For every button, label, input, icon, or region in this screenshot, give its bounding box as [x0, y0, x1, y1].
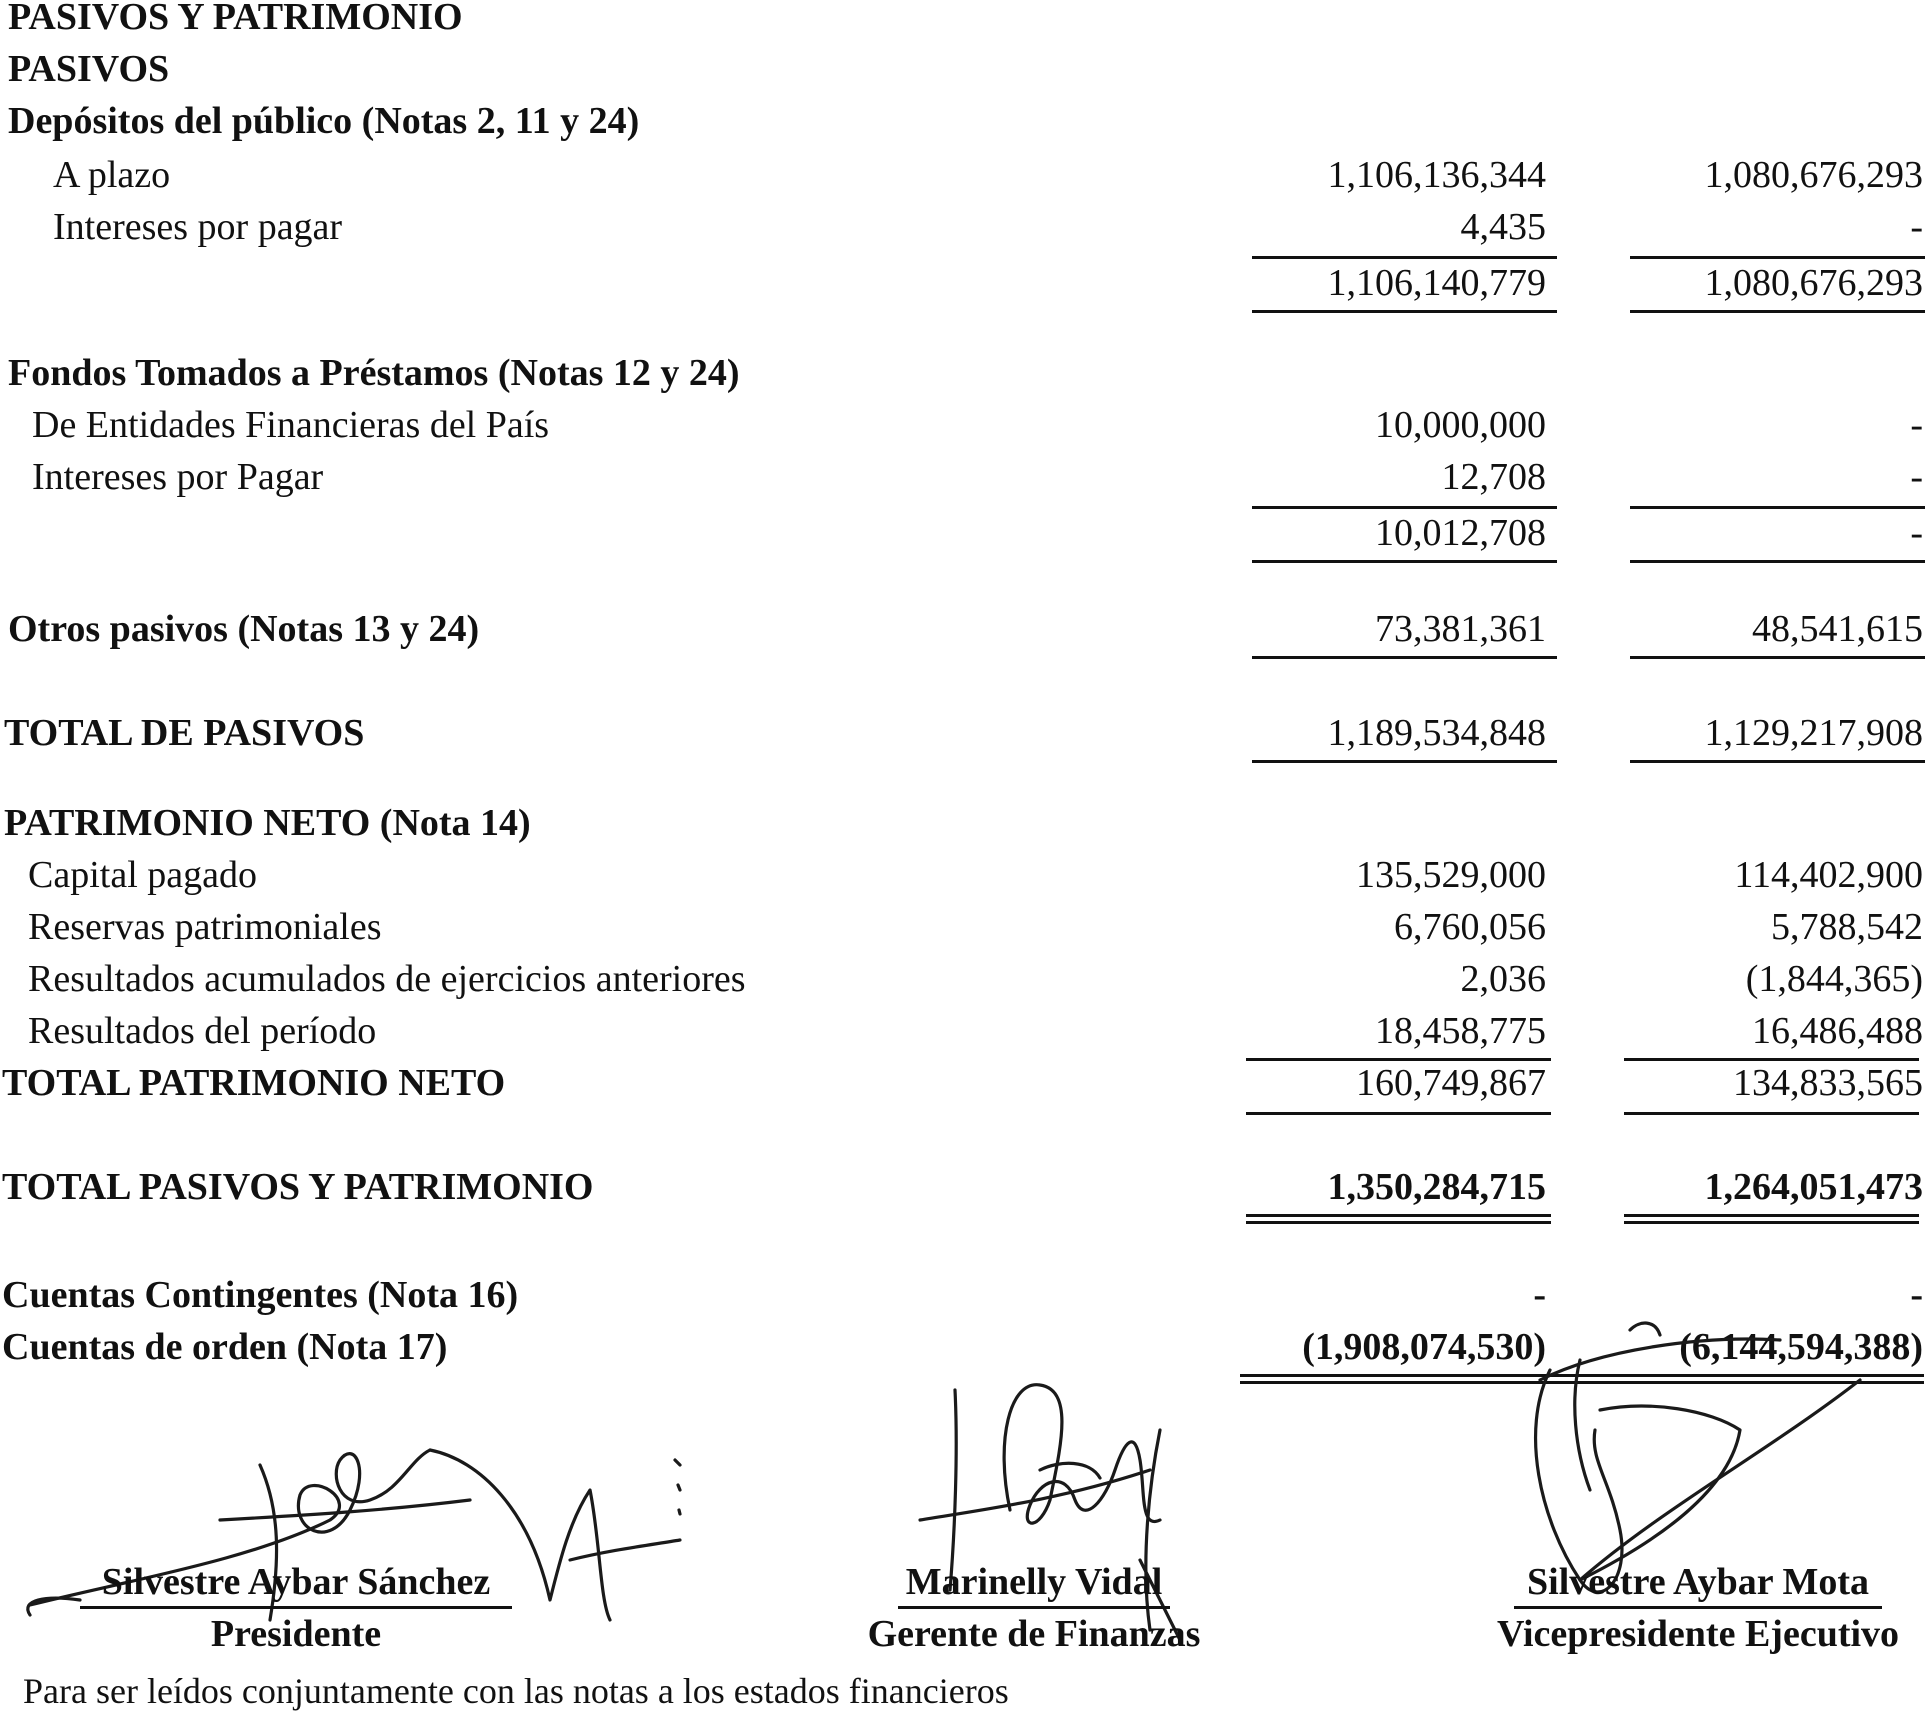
rule-line — [1630, 560, 1925, 563]
row-label: TOTAL PASIVOS Y PATRIMONIO — [2, 1166, 594, 1208]
other-liabilities-row — [0, 604, 1931, 656]
rule-line — [1630, 760, 1925, 763]
current-year-value: 18,458,775 — [1375, 1010, 1546, 1052]
liabilities-heading: PASIVOS — [8, 48, 170, 90]
signatory-title: Presidente — [210, 1613, 382, 1655]
table-row — [0, 452, 1931, 504]
table-row — [0, 850, 1931, 902]
grand-total-row — [0, 1162, 1931, 1214]
rule-line — [1252, 656, 1557, 659]
current-year-value: 1,350,284,715 — [1327, 1166, 1546, 1208]
row-label: Cuentas de orden (Nota 17) — [2, 1326, 448, 1368]
current-year-value: 1,106,136,344 — [1327, 154, 1546, 196]
current-year-value: 73,381,361 — [1375, 608, 1546, 650]
table-row — [0, 202, 1931, 254]
table-row — [0, 954, 1931, 1006]
prior-year-value: (6,144,594,388) — [1679, 1326, 1923, 1368]
prior-year-value: - — [1910, 206, 1923, 248]
current-year-value: 10,000,000 — [1375, 404, 1546, 446]
prior-year-value: 1,080,676,293 — [1704, 154, 1923, 196]
subtotal-row — [0, 258, 1931, 310]
current-year-value: 135,529,000 — [1356, 854, 1546, 896]
prior-year-value: 114,402,900 — [1734, 854, 1923, 896]
table-row — [0, 150, 1931, 202]
borrowings-title: Fondos Tomados a Préstamos (Notas 12 y 24) — [8, 352, 740, 394]
rule-line — [1252, 560, 1557, 563]
signatory-name: Marinelly Vidal — [898, 1558, 1170, 1609]
statement-heading: PASIVOS Y PATRIMONIO — [8, 0, 463, 38]
current-year-value: 6,760,056 — [1394, 906, 1546, 948]
rule-line — [1246, 1112, 1551, 1115]
deposits-title: Depósitos del público (Notas 2, 11 y 24) — [8, 100, 640, 142]
table-row — [0, 1006, 1931, 1058]
prior-year-value: - — [1910, 456, 1923, 498]
prior-year-value: 16,486,488 — [1752, 1010, 1923, 1052]
row-label: Resultados del período — [28, 1010, 377, 1052]
total-liabilities-row — [0, 708, 1931, 760]
current-year-value: 2,036 — [1460, 958, 1546, 1000]
row-label: Cuentas Contingentes (Nota 16) — [2, 1274, 519, 1316]
current-year-value: (1,908,074,530) — [1302, 1326, 1546, 1368]
signatory-title: Gerente de Finanzas — [867, 1613, 1201, 1655]
equity-title: PATRIMONIO NETO (Nota 14) — [4, 802, 531, 844]
heading-row — [0, 0, 1931, 44]
table-row — [0, 902, 1931, 954]
prior-year-value: - — [1910, 1274, 1923, 1316]
prior-year-subtotal: 1,080,676,293 — [1704, 262, 1923, 304]
row-label: Otros pasivos (Notas 13 y 24) — [8, 608, 480, 650]
current-year-value: 12,708 — [1441, 456, 1546, 498]
prior-year-value: (1,844,365) — [1745, 958, 1923, 1000]
row-label: Intereses por Pagar — [32, 456, 324, 498]
row-label: Capital pagado — [28, 854, 257, 896]
row-label: A plazo — [53, 154, 171, 196]
double-rule-line — [1624, 1214, 1919, 1224]
prior-year-subtotal: - — [1910, 512, 1923, 554]
rule-line — [1630, 656, 1925, 659]
prior-year-value: 48,541,615 — [1752, 608, 1923, 650]
rule-line — [1252, 760, 1557, 763]
current-year-subtotal: 1,106,140,779 — [1327, 262, 1546, 304]
subheading-row — [0, 44, 1931, 96]
prior-year-value: 1,264,051,473 — [1704, 1166, 1923, 1208]
prior-year-value: - — [1910, 404, 1923, 446]
signatory-name: Silvestre Aybar Mota — [1514, 1558, 1882, 1609]
subtotal-row — [0, 508, 1931, 560]
prior-year-value: 5,788,542 — [1771, 906, 1923, 948]
current-year-value: 1,189,534,848 — [1327, 712, 1546, 754]
signatory-title: Vicepresidente Ejecutivo — [1496, 1613, 1900, 1655]
current-year-subtotal: 10,012,708 — [1375, 512, 1546, 554]
deposits-title-row — [0, 96, 1931, 148]
total-equity-row — [0, 1058, 1931, 1110]
signatory-name: Silvestre Aybar Sánchez — [80, 1558, 512, 1609]
row-label: De Entidades Financieras del País — [32, 404, 550, 446]
borrowings-title-row — [0, 348, 1931, 400]
rule-line — [1630, 310, 1925, 313]
row-label: Intereses por pagar — [53, 206, 343, 248]
current-year-value: 160,749,867 — [1356, 1062, 1546, 1104]
row-label: Reservas patrimoniales — [28, 906, 382, 948]
rule-line — [1624, 1112, 1919, 1115]
table-row — [0, 400, 1931, 452]
prior-year-value: 1,129,217,908 — [1704, 712, 1923, 754]
prior-year-value: 134,833,565 — [1733, 1062, 1923, 1104]
row-label: TOTAL PATRIMONIO NETO — [2, 1062, 506, 1104]
double-rule-line — [1246, 1214, 1551, 1224]
current-year-value: 4,435 — [1460, 206, 1546, 248]
footnote: Para ser leídos conjuntamente con las notas a los estados financieros — [23, 1671, 1009, 1711]
row-label: Resultados acumulados de ejercicios anteriores — [28, 958, 746, 1000]
row-label: TOTAL DE PASIVOS — [4, 712, 365, 754]
equity-title-row — [0, 798, 1931, 850]
rule-line — [1252, 310, 1557, 313]
current-year-value: - — [1533, 1274, 1546, 1316]
